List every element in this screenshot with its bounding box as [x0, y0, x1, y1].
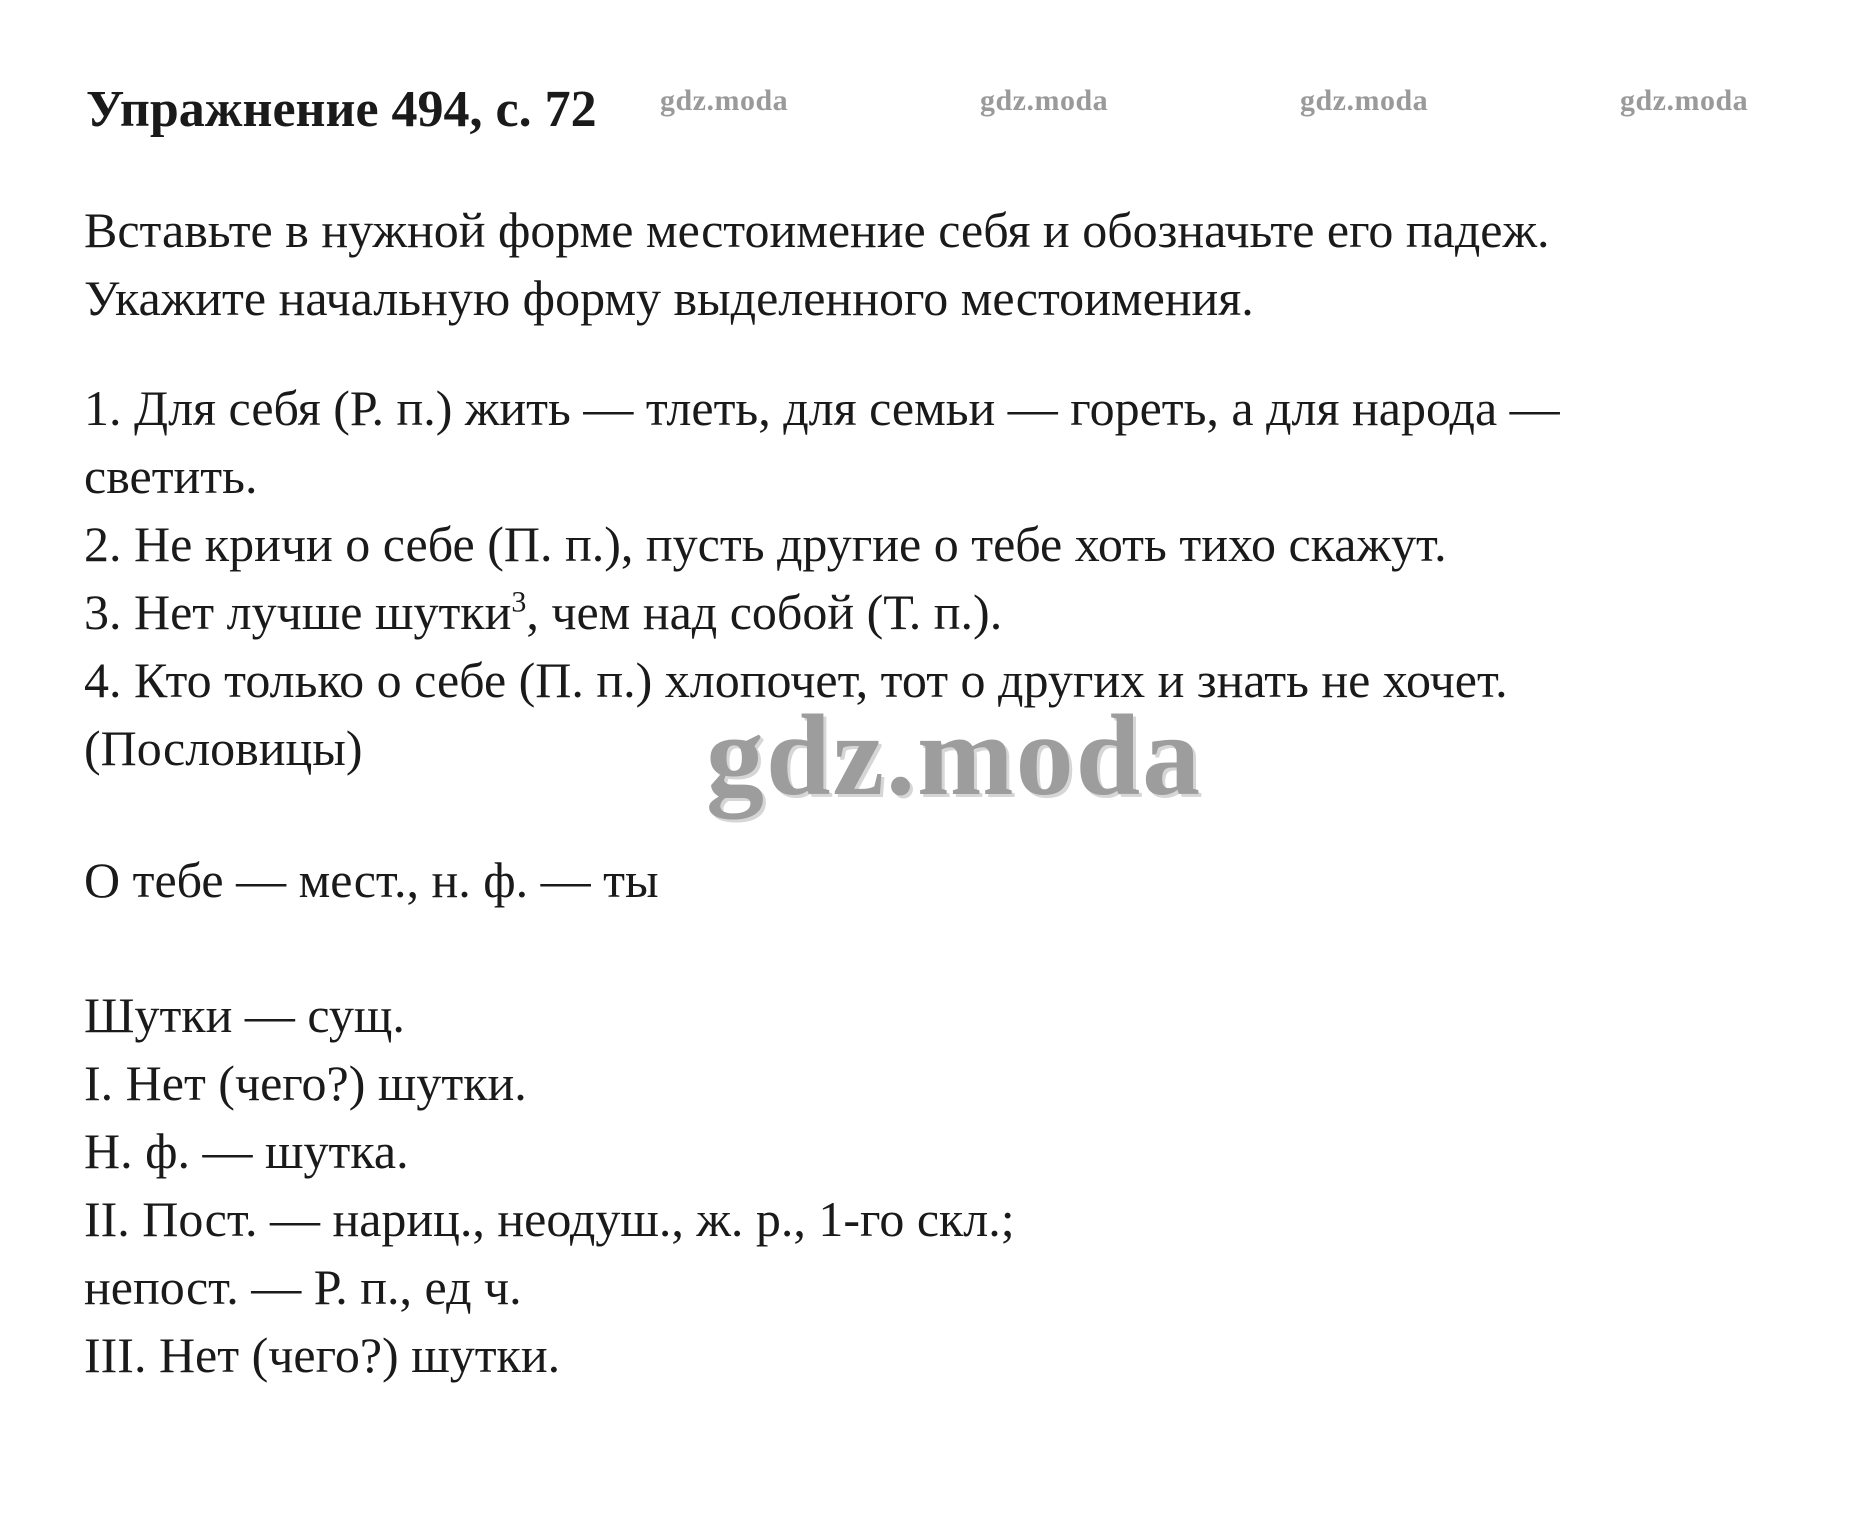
task-line-2: Укажите начальную форму выделенного местоимения. — [84, 270, 1254, 326]
watermark-large: gdz.moda — [706, 692, 1203, 820]
footnote-marker: 3 — [511, 585, 527, 619]
exercise-title: Упражнение 494, с. 72 — [86, 81, 597, 138]
watermark-small-1: gdz.moda — [660, 84, 789, 117]
analysis-line-3: Н. ф. — шутка. — [84, 1123, 409, 1179]
sentence-3 — [84, 578, 1560, 646]
watermark-small-3: gdz.moda — [1300, 84, 1429, 117]
pronoun-note: О тебе — мест., н. ф. — ты — [84, 852, 659, 908]
sentence-3-end: , чем над собой (Т. п.). — [526, 584, 1003, 640]
analysis-line-5: непост. — Р. п., ед ч. — [84, 1259, 522, 1315]
sentence-1-line-1: 1. Для себя (Р. п.) жить — тлеть, для семьи — гореть, а для народа — — [84, 380, 1560, 436]
watermark-small-4: gdz.moda — [1620, 84, 1749, 117]
sentence-2: 2. Не кричи о себе (П. п.), пусть другие о тебе хоть тихо скажут. — [84, 516, 1447, 572]
analysis-line-4: II. Пост. — нариц., неодуш., ж. р., 1-го скл.; — [84, 1191, 1015, 1247]
morphological-analysis — [84, 981, 1015, 1389]
sentence-3-start: 3. Нет лучше шутки — [84, 584, 512, 640]
task-instructions — [84, 196, 1550, 332]
task-line-1: Вставьте в нужной форме местоимение себя и обозначьте его падеж. — [84, 202, 1550, 258]
watermark-small-2: gdz.moda — [980, 84, 1109, 117]
sentence-4: 4. Кто только о себе (П. п.) хлопочет, тот о других и знать не хочет. — [84, 652, 1508, 708]
proverbs-source: (Пословицы) — [84, 720, 363, 776]
sentence-1-line-2: светить. — [84, 448, 258, 504]
analysis-line-6: III. Нет (чего?) шутки. — [84, 1327, 561, 1383]
analysis-line-1: Шутки — сущ. — [84, 987, 405, 1043]
analysis-line-2: I. Нет (чего?) шутки. — [84, 1055, 527, 1111]
